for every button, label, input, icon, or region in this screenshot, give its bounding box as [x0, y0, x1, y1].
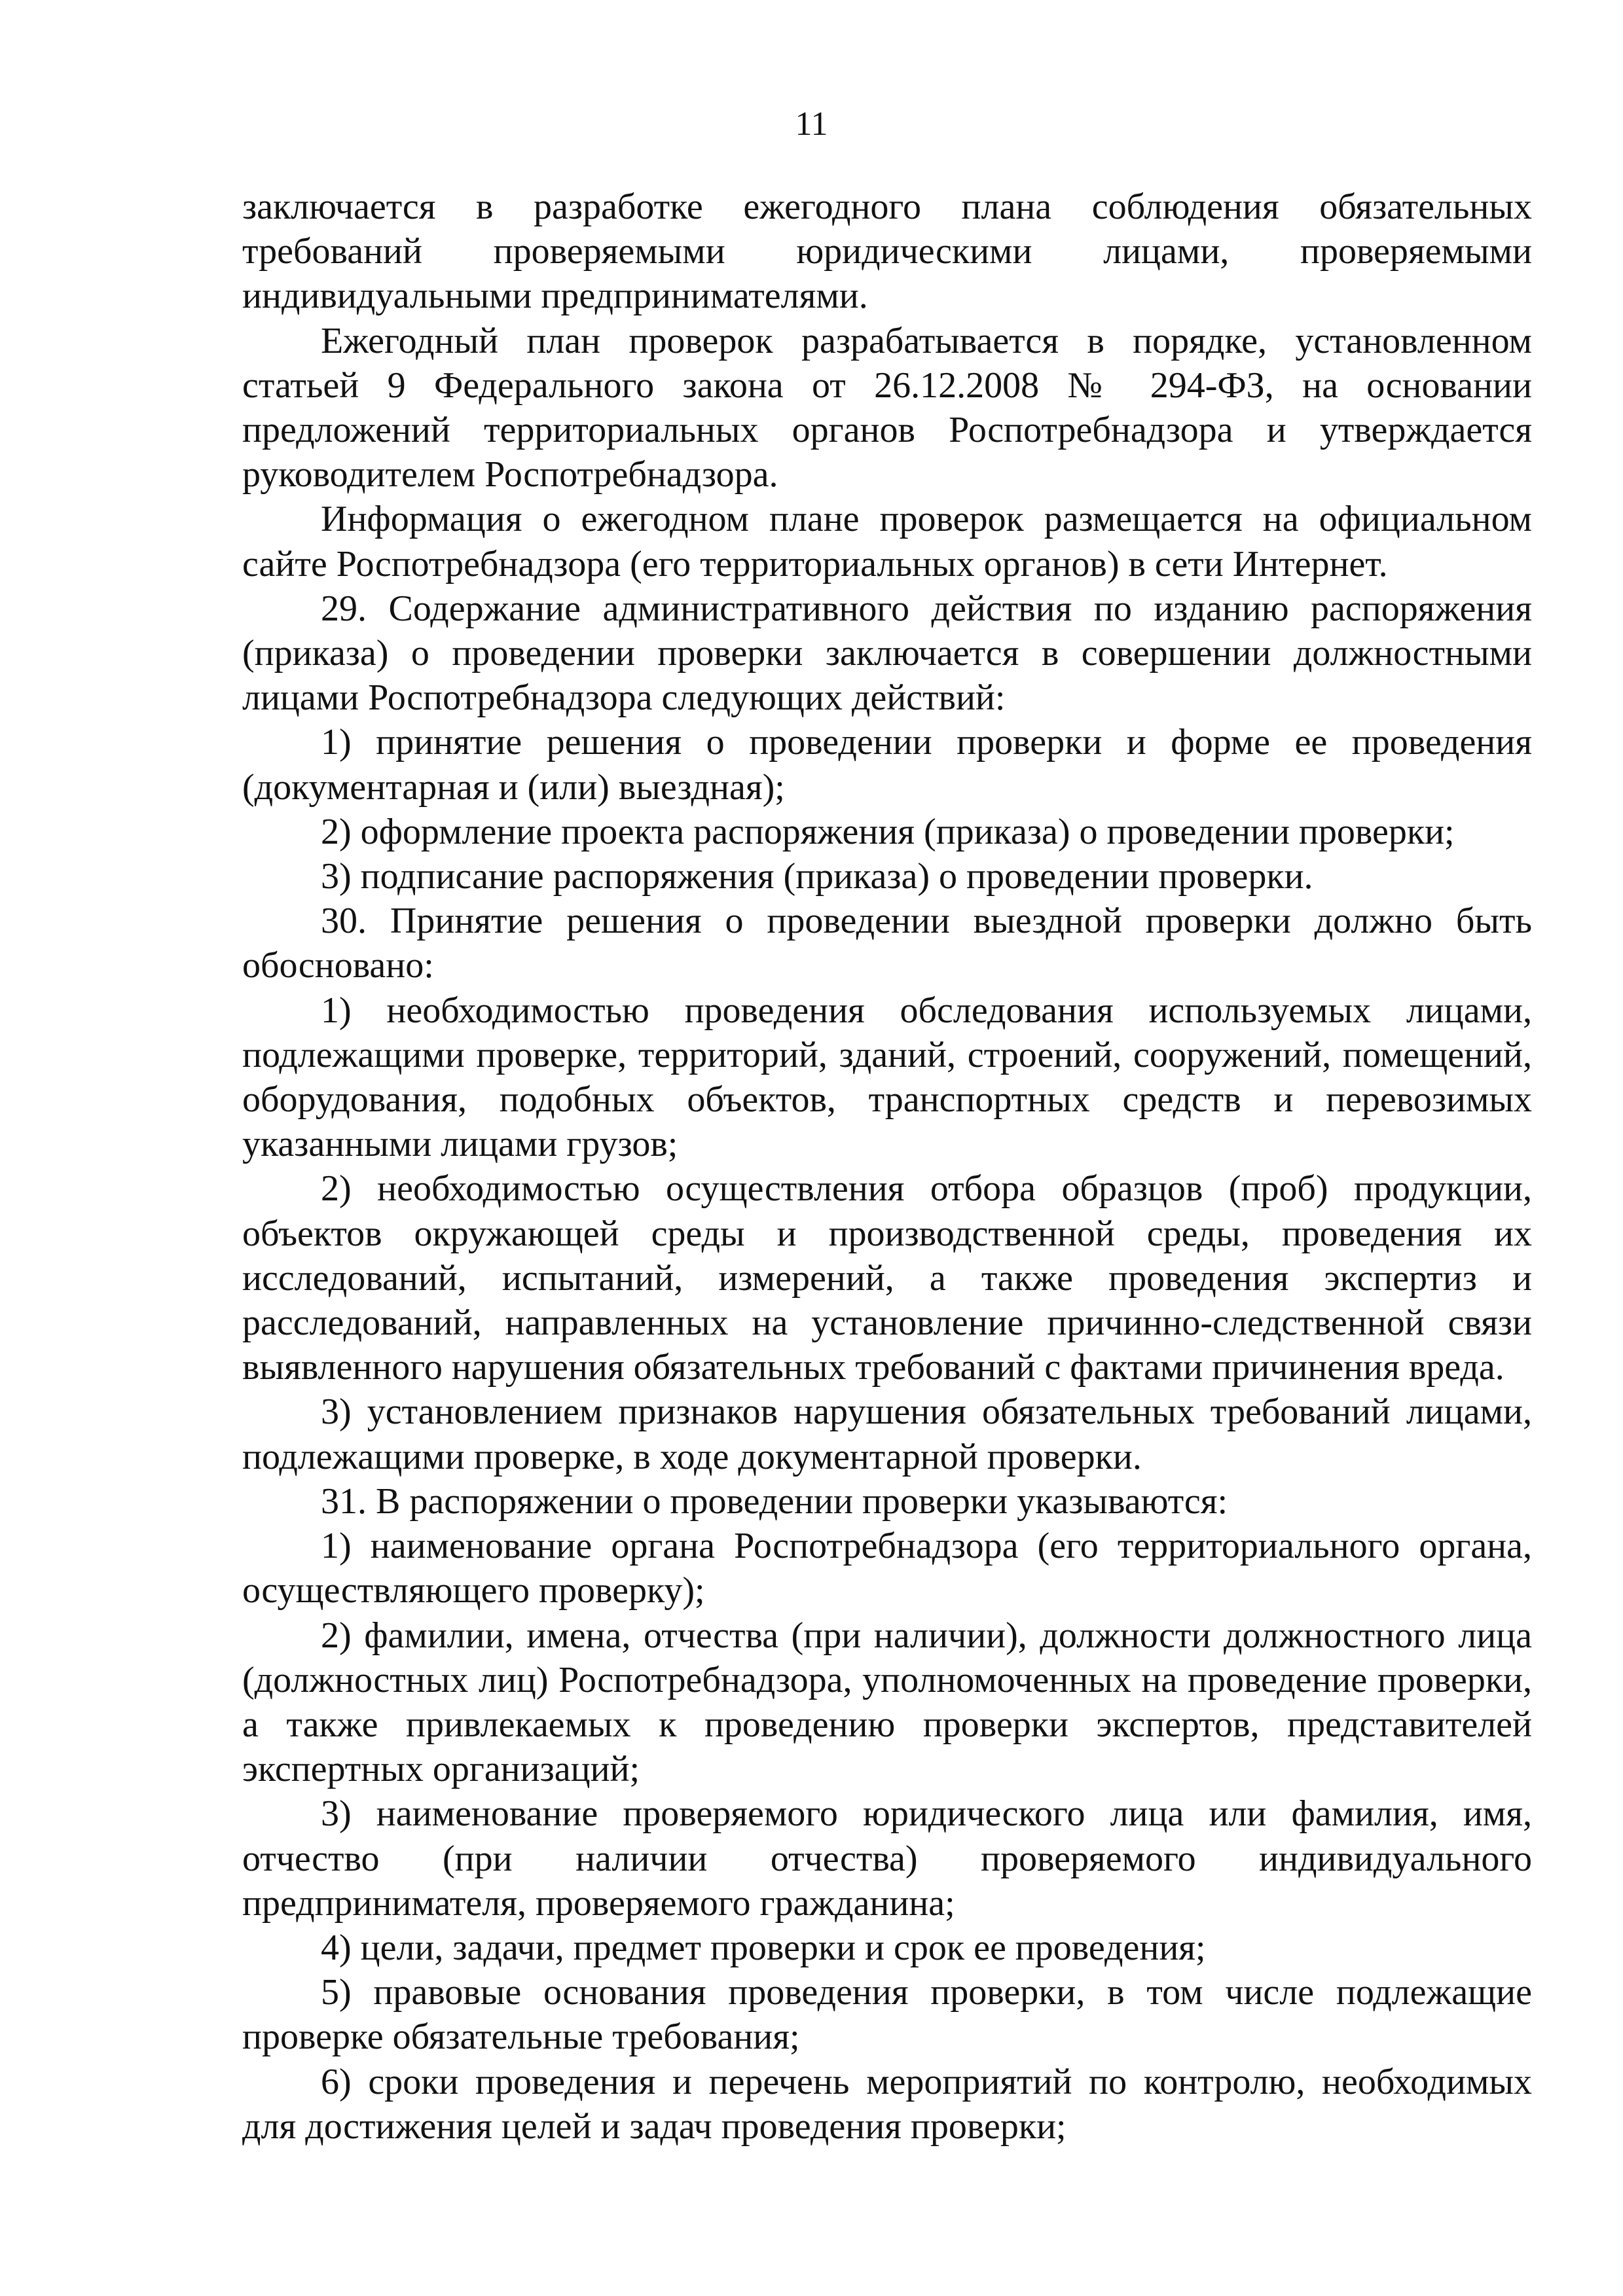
- paragraph: 30. Принятие решения о проведении выездной проверки должно быть обосновано:: [242, 901, 1532, 986]
- paragraph: 5) правовые основания проведения проверки, в том числе подлежащие проверке обязательные требования;: [242, 1972, 1532, 2058]
- page-number: 11: [795, 105, 828, 143]
- paragraph: 3) установлением признаков нарушения обязательных требований лицами, подлежащими проверке, в ходе документарной проверки.: [242, 1391, 1532, 1477]
- paragraph: заключается в разработке ежегодного плана соблюдения обязательных требований проверяемыми юридическими лицами, проверяемыми индивидуальными предпринимателями.: [242, 187, 1532, 317]
- paragraph: 1) необходимостью проведения обследования используемых лицами, подлежащими проверке, территорий, зданий, строений, сооружений, помещений, оборудования, подобных объектов, транспортных средств и перевозимых указанными лицами грузов;: [242, 990, 1532, 1165]
- paragraph: 29. Содержание административного действия по изданию распоряжения (приказа) о проведении проверки заключается в совершении должностными лицами Роспотребнадзора следующих действий:: [242, 588, 1532, 719]
- paragraph: 2) оформление проекта распоряжения (приказа) о проведении проверки;: [321, 811, 1455, 852]
- paragraph: 1) наименование органа Роспотребнадзора (его территориального органа, осуществляющего проверку);: [242, 1526, 1532, 1611]
- paragraph: 2) необходимостью осуществления отбора образцов (проб) продукции, объектов окружающей среды и производственной среды, проведения их исследований, испытаний, измерений, а также проведения экспертиз и расследований, направленных на установление причинно-следственной связи выявленного нарушения обязательных требований с фактами причинения вреда.: [242, 1168, 1532, 1388]
- paragraph: 31. В распоряжении о проведении проверки указываются:: [321, 1480, 1228, 1522]
- paragraph: 3) подписание распоряжения (приказа) о проведении проверки.: [321, 856, 1313, 897]
- paragraph: Ежегодный план проверок разрабатывается в порядке, установленном статьей 9 Федерального закона от 26.12.2008 № 294-ФЗ, на основании предложений территориальных органов Роспотребнадзора и утверждается руководителем Роспотребнадзора.: [242, 320, 1532, 495]
- document-body: [242, 185, 1532, 2149]
- paragraph: Информация о ежегодном плане проверок размещается на официальном сайте Роспотребнадзора (его территориальных органов) в сети Интернет.: [242, 499, 1532, 584]
- paragraph: 4) цели, задачи, предмет проверки и срок ее проведения;: [321, 1927, 1206, 1968]
- paragraph: 3) наименование проверяемого юридического лица или фамилия, имя, отчество (при наличии отчества) проверяемого индивидуального предпринимателя, проверяемого гражданина;: [242, 1793, 1532, 1924]
- paragraph: 2) фамилии, имена, отчества (при наличии), должности должностного лица (должностных лиц) Роспотребнадзора, уполномоченных на проведение проверки, а также привлекаемых к проведению проверки экспертов, представителей экспертных организаций;: [242, 1615, 1532, 1790]
- paragraph: 6) сроки проведения и перечень мероприятий по контролю, необходимых для достижения целей и задач проведения проверки;: [242, 2061, 1532, 2147]
- paragraph: 1) принятие решения о проведении проверки и форме ее проведения (документарная и (или) выездная);: [242, 722, 1532, 808]
